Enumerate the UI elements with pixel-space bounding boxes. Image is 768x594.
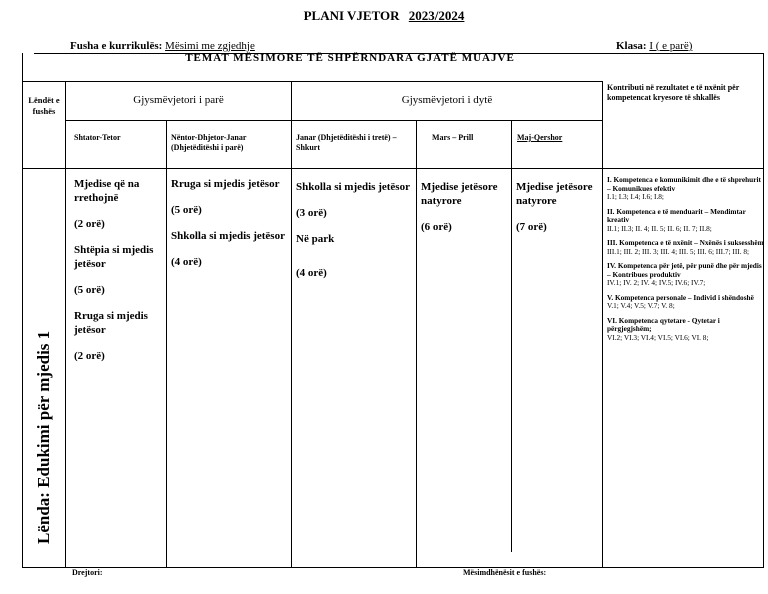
cell-nentor-janar (171, 177, 289, 281)
page-title (0, 8, 768, 24)
hours: (5 orë) (74, 284, 105, 296)
table-left-border (22, 53, 23, 567)
school-year: 2023/2024 (408, 8, 465, 23)
class-info (616, 40, 692, 52)
topic: Shtëpia si mjedis jetësor (74, 244, 154, 270)
topic: Rruga si mjedis jetësor (171, 178, 280, 190)
competence-item: VI. Kompetenca qytetare - Qytetar i përgjegjshëm; VI.2; VI.3; VI.4; VI.5; VI.6; VI. 8; (607, 315, 720, 342)
temat-heading: TEMAT MËSIMORE TË SHPËRNDARA GJATË MUAJVE (185, 52, 515, 64)
hours: (5 orë) (171, 204, 202, 216)
cell-shtator-tetor (74, 177, 164, 375)
topic: Mjedise që na rrethojnë (74, 178, 140, 204)
teachers-label: Mësimdhënësit e fushës: (463, 568, 547, 577)
contrib-col-divider (602, 81, 603, 567)
table-top-border (22, 81, 603, 82)
field-value: Mësimi me zgjedhje (165, 40, 255, 52)
topic: Mjedise jetësore natyrore (516, 181, 593, 207)
period-5: Maj-Qershor (517, 133, 563, 142)
director-label: Drejtori: (72, 568, 103, 577)
subject-vertical-label: Lënda: Edukimi për mjedis 1 (34, 330, 53, 544)
topic: Në park (296, 233, 335, 245)
topic: Mjedise jetësore natyrore (421, 181, 498, 207)
period-2: Nëntor-Dhjetor-Janar (Dhjetëditëshi i parë) (171, 133, 247, 152)
topic: Shkolla si mjedis jetësor (296, 181, 410, 193)
hours: (7 orë) (516, 221, 547, 233)
col-divider-1 (166, 120, 167, 567)
cell-mars-prill (421, 180, 509, 246)
title-text: PLANI VJETOR (303, 8, 400, 23)
col-divider-4 (511, 120, 512, 552)
period-4: Mars – Prill (432, 133, 474, 142)
hours: (4 orë) (171, 256, 202, 268)
curriculum-field (70, 40, 255, 52)
cell-maj-qershor (516, 180, 600, 246)
competences-list (607, 176, 765, 348)
topic: Shkolla si mjedis jetësor (171, 230, 285, 242)
field-label: Fusha e kurrikulës: (70, 40, 163, 52)
hours: (3 orë) (296, 207, 327, 219)
competence-item: III. Kompetenca e të nxënit – Nxënës i suksesshëm III.1; III. 2; III. 3; III. 4; III. 5; III. 6; III.7; III. 8; (607, 238, 764, 256)
contrib-header: Kontributi në rezultatet e të nxënit për kompetencat kryesore të shkallës (607, 83, 740, 102)
hours: (4 orë) (296, 267, 327, 279)
period-3: Janar (Dhjetëditëshi i tretë) – Shkurt (296, 133, 397, 152)
hours: (2 orë) (74, 218, 105, 230)
semester-2-header: Gjysmëvjetori i dytë (401, 94, 493, 106)
row-divider-1 (65, 120, 603, 121)
semester-1-header: Gjysmëvjetori i parë (133, 94, 224, 106)
competence-item: II. Kompetenca e të menduarit – Mendimtar kreativ II.1; II.3; II. 4; II. 5; II. 6; II. 7; II.8; (607, 206, 746, 233)
col-divider-3 (416, 120, 417, 567)
class-value: I ( e parë) (649, 40, 693, 52)
table-bottom-border (22, 567, 764, 568)
hours: (2 orë) (74, 350, 105, 362)
topic: Rruga si mjedis jetësor (74, 310, 148, 336)
subject-col-divider (65, 81, 66, 567)
competence-item: V. Kompetenca personale – Individ i shëndoshë V.1; V.4; V.5; V.7; V. 8; (607, 292, 754, 310)
hours: (6 orë) (421, 221, 452, 233)
subject-col-header: Lëndët e fushës (28, 95, 60, 116)
period-1: Shtator-Tetor (74, 133, 121, 142)
row-divider-2 (22, 168, 764, 169)
cell-janar-shkurt (296, 180, 414, 292)
semester-divider (291, 81, 292, 567)
competence-item: IV. Kompetenca për jetë, për punë dhe për mjedis – Kontribues produktiv IV.1; IV. 2; IV. 4; IV.5; IV.6; IV.7; (607, 261, 762, 287)
competence-item: I. Kompetenca e komunikimit dhe e të shprehurit – Komunikues efektiv I.1; I.3; I.4; I.6; I.8; (607, 175, 761, 201)
class-label: Klasa: (616, 40, 647, 52)
